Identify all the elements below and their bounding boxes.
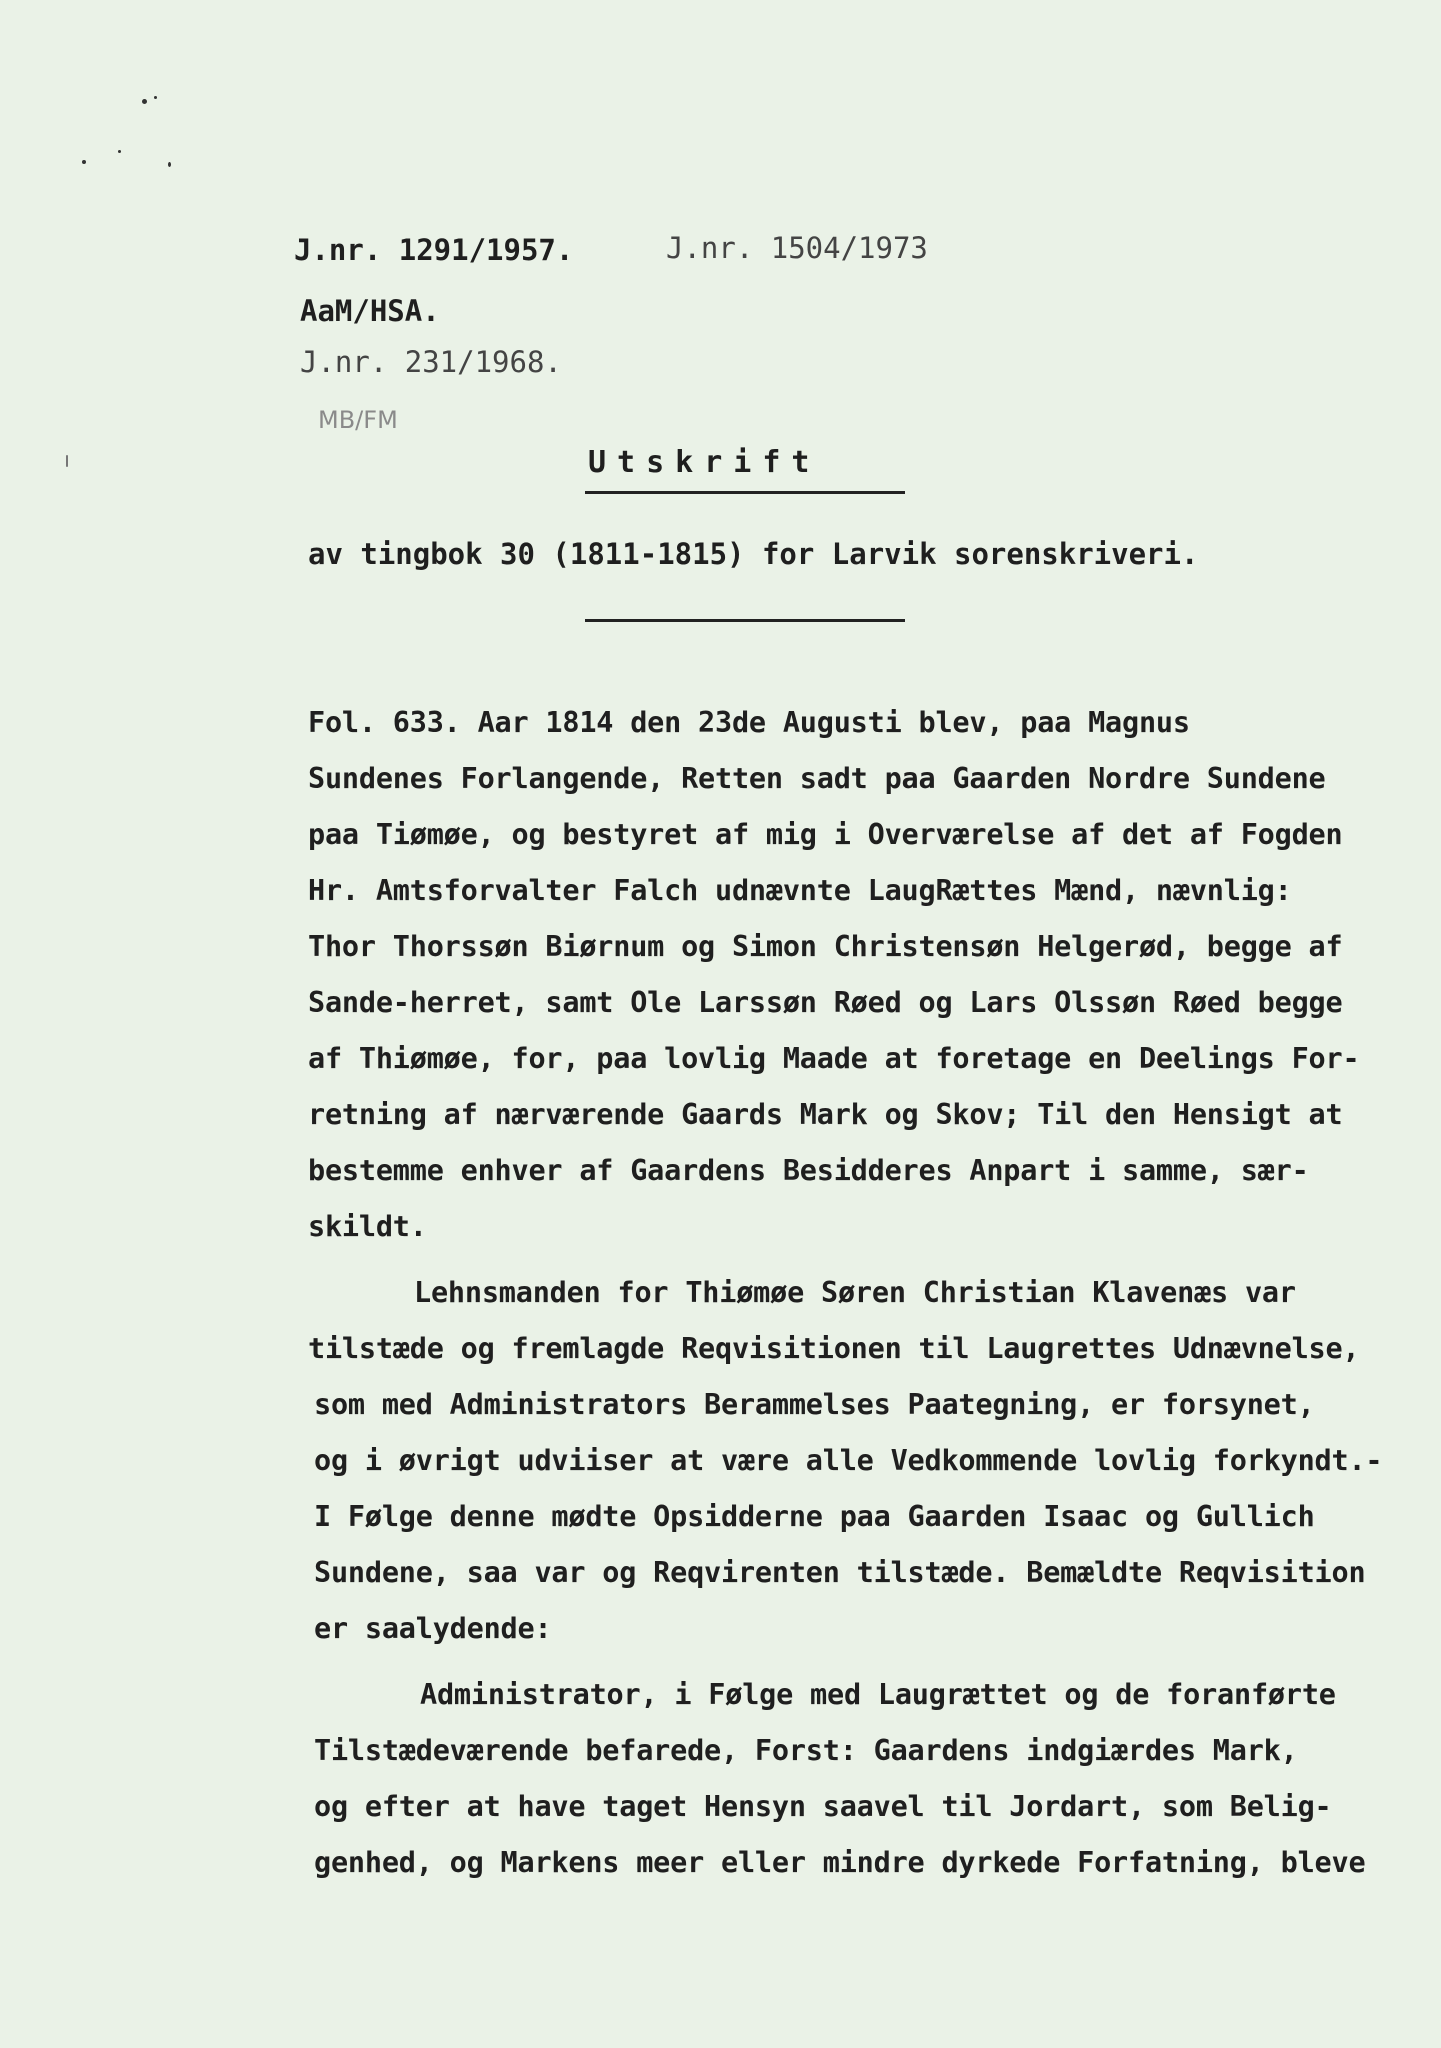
- section-divider: [585, 619, 905, 622]
- text-line: og efter at have taget Hensyn saavel til Jordart, som Belig-: [314, 1790, 1332, 1823]
- text-line: genhed, og Markens meer eller mindre dyrkede Forfatning, bleve: [314, 1846, 1366, 1879]
- journal-number-1973: J.nr. 1504/1973: [666, 231, 928, 265]
- title-underline: [585, 491, 905, 494]
- text-line: Administrator, i Følge med Laugrættet og de foranførte: [420, 1678, 1336, 1711]
- text-line: Thor Thorssøn Biørnum og Simon Christensøn Helgerød, begge af: [308, 930, 1343, 963]
- scan-speck: [118, 150, 121, 153]
- text-line: retning af nærværende Gaards Mark og Skov; Til den Hensigt at: [308, 1098, 1343, 1131]
- text-line: paa Tiømøe, og bestyret af mig i Overværelse af det af Fogden: [308, 818, 1343, 851]
- scan-speck: [154, 96, 157, 99]
- page-title: Utskrift: [588, 445, 821, 480]
- text-line: Fol. 633. Aar 1814 den 23de Augusti blev, paa Magnus: [308, 706, 1190, 739]
- text-line: Lehnsmanden for Thiømøe Søren Christian Klavenæs var: [414, 1276, 1296, 1309]
- text-line: I Følge denne mødte Opsidderne paa Gaarden Isaac og Gullich: [314, 1500, 1315, 1533]
- document-subtitle: av tingbok 30 (1811-1815) for Larvik sorenskriveri.: [308, 537, 1199, 571]
- scan-speck: [168, 162, 171, 167]
- journal-number-1968: J.nr. 231/1968.: [300, 345, 562, 379]
- text-line: Hr. Amtsforvalter Falch udnævnte LaugRættes Mænd, nævnlig:: [308, 874, 1292, 907]
- text-line: Tilstædeværende befarede, Forst: Gaardens indgiærdes Mark,: [314, 1734, 1298, 1767]
- journal-number-1957: J.nr. 1291/1957.: [294, 233, 574, 267]
- text-line: er saalydende:: [314, 1612, 552, 1645]
- text-line: som med Administrators Berammelses Paategning, er forsynet,: [314, 1388, 1315, 1421]
- text-line: Sundene, saa var og Reqvirenten tilstæde. Bemældte Reqvisition: [314, 1556, 1366, 1589]
- initials-aam-hsa: AaM/HSA.: [300, 294, 440, 328]
- scan-speck: [82, 160, 86, 164]
- text-line: og i øvrigt udviiser at være alle Vedkommende lovlig forkyndt.-: [314, 1444, 1383, 1477]
- scan-speck: [142, 99, 147, 104]
- scan-speck: [66, 455, 68, 467]
- text-line: af Thiømøe, for, paa lovlig Maade at foretage en Deelings For-: [308, 1042, 1360, 1075]
- text-line: tilstæde og fremlagde Reqvisitionen til Laugrettes Udnævnelse,: [308, 1332, 1360, 1365]
- text-line: bestemme enhver af Gaardens Besidderes Anpart i samme, sær-: [308, 1154, 1309, 1187]
- text-line: Sande-herret, samt Ole Larssøn Røed og Lars Olssøn Røed begge: [308, 986, 1343, 1019]
- text-line: skildt.: [308, 1210, 427, 1243]
- initials-mb-fm: MB/FM: [318, 406, 398, 434]
- text-line: Sundenes Forlangende, Retten sadt paa Gaarden Nordre Sundene: [308, 762, 1326, 795]
